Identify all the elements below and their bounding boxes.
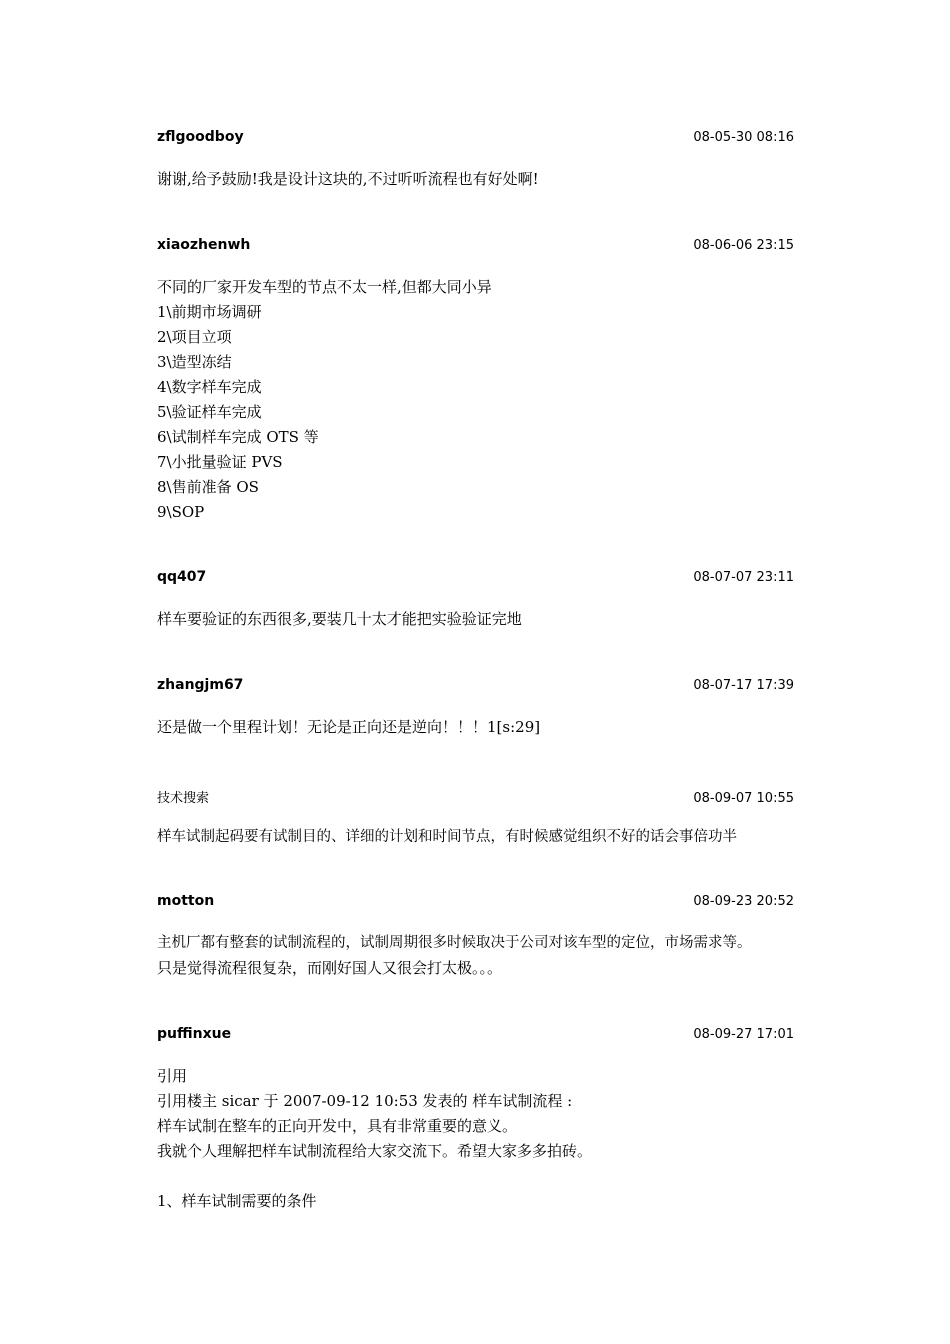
post-text-line: 我就个人理解把样车试制流程给大家交流下。希望大家多多拍砖。 [157, 1142, 593, 1160]
post-blank-line [157, 1164, 794, 1189]
post-text-line: 样车要验证的东西很多,要装几十太才能把实验验证完地 [157, 610, 522, 628]
post-author[interactable]: zflgoodboy [157, 129, 244, 145]
post-text-line: 3\造型冻结 [157, 353, 232, 371]
post [157, 237, 794, 525]
post-header [157, 129, 794, 149]
post-header [157, 787, 794, 807]
post-text-line: 9\SOP [157, 503, 205, 521]
post-body [157, 167, 794, 192]
post-body [157, 825, 794, 850]
post-header [157, 1026, 794, 1046]
post-body [157, 1064, 794, 1214]
post-author[interactable]: puffinxue [157, 1026, 232, 1042]
post-text-line: 4\数字样车完成 [157, 378, 262, 396]
post-header [157, 677, 794, 697]
post-text-line: 7\小批量验证 PVS [157, 453, 283, 471]
post-time: 08-05-30 08:16 [693, 130, 794, 145]
post [157, 787, 794, 850]
post-header [157, 569, 794, 589]
post-author[interactable]: xiaozhenwh [157, 237, 251, 253]
post-time: 08-06-06 23:15 [693, 238, 794, 253]
post-text-line: 不同的厂家开发车型的节点不太一样,但都大同小异 [157, 278, 492, 296]
post-author[interactable]: motton [157, 893, 215, 909]
post-body [157, 931, 807, 981]
post-header [157, 237, 794, 257]
post-text-line: 只是觉得流程很复杂，而刚好国人又很会打太极。。。 [157, 959, 503, 977]
post-text-line: 主机厂都有整套的试制流程的，试制周期很多时候取决于公司对该车型的定位，市场需求等。 [157, 935, 752, 951]
post-text-line: 6\试制样车完成 OTS 等 [157, 428, 319, 446]
post-author[interactable]: zhangjm67 [157, 677, 244, 693]
post-text-line: 谢谢,给予鼓励!我是设计这块的,不过听听流程也有好处啊! [157, 170, 539, 188]
post-header [157, 893, 794, 913]
post-time: 08-07-07 23:11 [693, 570, 794, 585]
post-text-line: 1、样车试制需要的条件 [157, 1192, 317, 1210]
post-text-line: 引用楼主 sicar 于 2007-09-12 10:53 发表的 样车试制流程 : [157, 1092, 573, 1110]
post-text-line: 还是做一个里程计划！无论是正向还是逆向！！！1[s:29] [157, 718, 541, 736]
post [157, 569, 794, 632]
post-time: 08-09-27 17:01 [693, 1027, 794, 1042]
post-time: 08-07-17 17:39 [693, 678, 794, 693]
post-time: 08-09-07 10:55 [693, 791, 794, 806]
post-body [157, 715, 794, 740]
post-text-line: 1\前期市场调研 [157, 303, 262, 321]
post-quote-label: 引用 [157, 1067, 188, 1085]
post [157, 1026, 794, 1214]
post-text-line: 2\项目立项 [157, 328, 232, 346]
post [157, 129, 794, 192]
post-text-line: 样车试制起码要有试制目的、详细的计划和时间节点，有时候感觉组织不好的话会事倍功半 [157, 829, 737, 845]
post-author[interactable]: 技术搜索 [157, 791, 210, 806]
post-body [157, 275, 794, 525]
post-body [157, 607, 794, 632]
post-text-line: 8\售前准备 OS [157, 478, 259, 496]
post [157, 893, 807, 981]
post-time: 08-09-23 20:52 [693, 894, 794, 909]
post-text-line: 样车试制在整车的正向开发中，具有非常重要的意义。 [157, 1117, 518, 1135]
post-text-line: 5\验证样车完成 [157, 403, 262, 421]
post [157, 677, 794, 740]
post-author[interactable]: qq407 [157, 569, 207, 585]
